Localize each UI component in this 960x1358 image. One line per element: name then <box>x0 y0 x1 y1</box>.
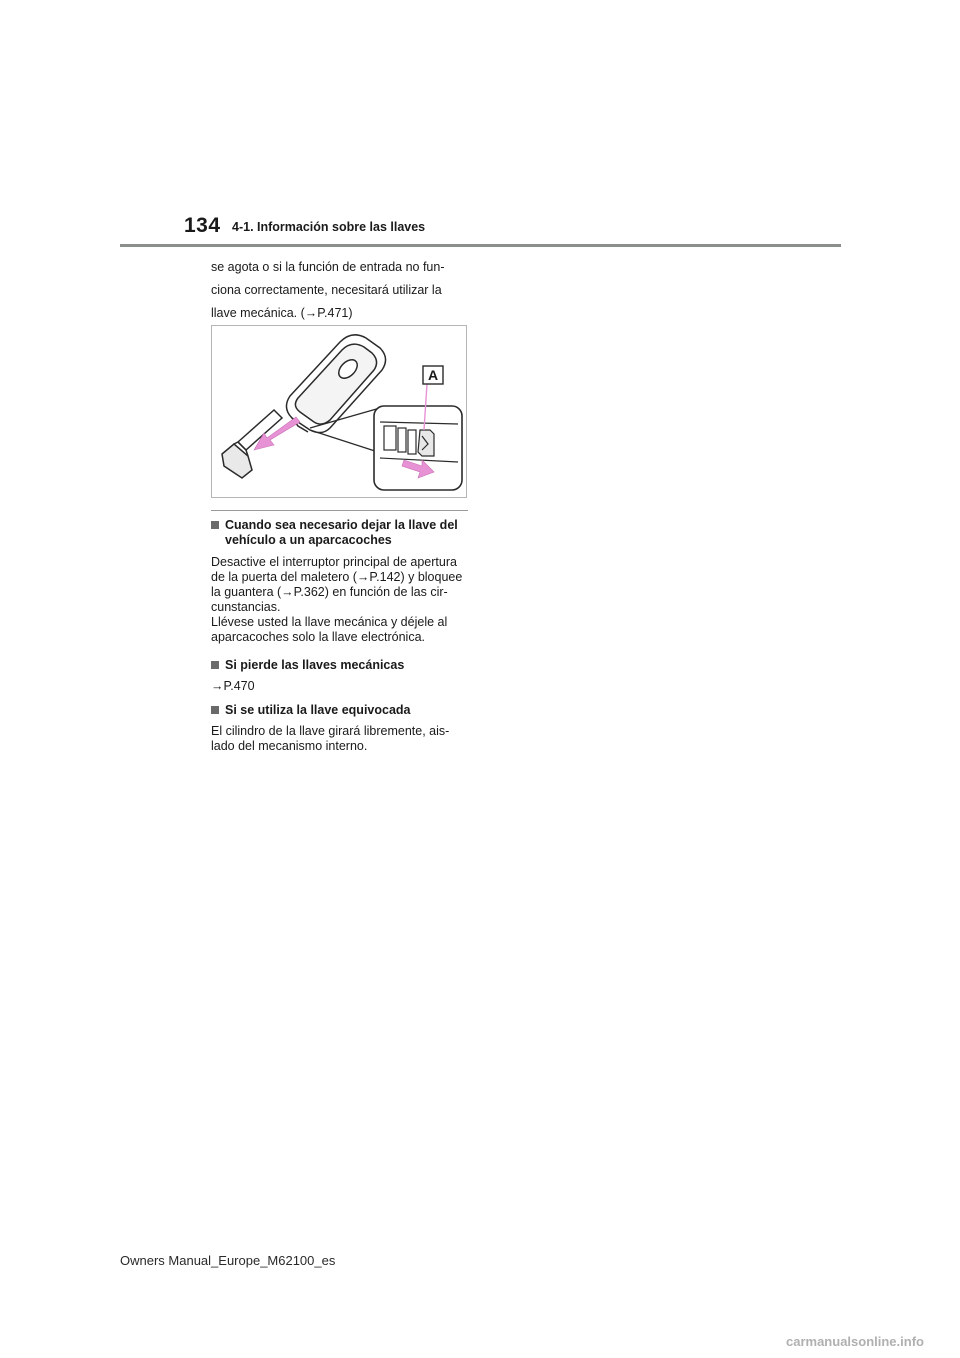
note-line: Llévese usted la llave mecánica y déjele al <box>211 615 448 629</box>
note-line: El cilindro de la llave girará libremente, ais- <box>211 724 450 738</box>
page-number: 134 <box>184 214 221 237</box>
note-line: cunstancias. <box>211 600 281 614</box>
note-line: de la puerta del maletero (→P.142) y bloquee <box>211 570 463 584</box>
note-body-lost-keys <box>211 679 473 694</box>
intro-line: llave mecánica. (→P.471) <box>211 306 353 320</box>
note-body-valet <box>211 555 473 645</box>
release-detail-inset <box>374 384 462 490</box>
square-bullet-icon <box>211 661 219 669</box>
note-line: lado del mecanismo interno. <box>211 739 368 753</box>
intro-line: ciona correctamente, necesitará utilizar la <box>211 283 442 297</box>
note-heading-wrong-key <box>211 703 473 718</box>
square-bullet-icon <box>211 521 219 529</box>
note-heading-line: vehículo a un aparcacoches <box>225 533 392 547</box>
footer-manual-id: Owners Manual_Europe_M62100_es <box>120 1253 336 1268</box>
key-drawing <box>212 326 466 497</box>
intro-paragraph <box>211 256 471 325</box>
note-heading-line: Si pierde las llaves mecánicas <box>225 658 405 672</box>
page-reference: →P.470 <box>211 679 255 693</box>
header-divider <box>120 244 841 247</box>
section-title: 4-1. Información sobre las llaves <box>232 220 426 234</box>
note-heading-lost-keys <box>211 658 473 673</box>
intro-line: se agota o si la función de entrada no fun- <box>211 260 445 274</box>
note-line: aparcacoches solo la llave electrónica. <box>211 630 426 644</box>
note-line: Desactive el interruptor principal de apertura <box>211 555 457 569</box>
square-bullet-icon <box>211 706 219 714</box>
note-line: la guantera (→P.362) en función de las cir- <box>211 585 448 599</box>
callout-label-a: A <box>427 367 439 383</box>
note-heading-line: Si se utiliza la llave equivocada <box>225 703 411 717</box>
watermark: carmanualsonline.info <box>786 1334 924 1349</box>
figure-divider <box>211 510 468 511</box>
key-fob <box>286 335 385 433</box>
key-illustration <box>211 325 467 498</box>
note-heading-valet <box>211 518 473 548</box>
note-body-wrong-key <box>211 724 473 754</box>
note-heading-line: Cuando sea necesario dejar la llave del <box>225 518 458 532</box>
